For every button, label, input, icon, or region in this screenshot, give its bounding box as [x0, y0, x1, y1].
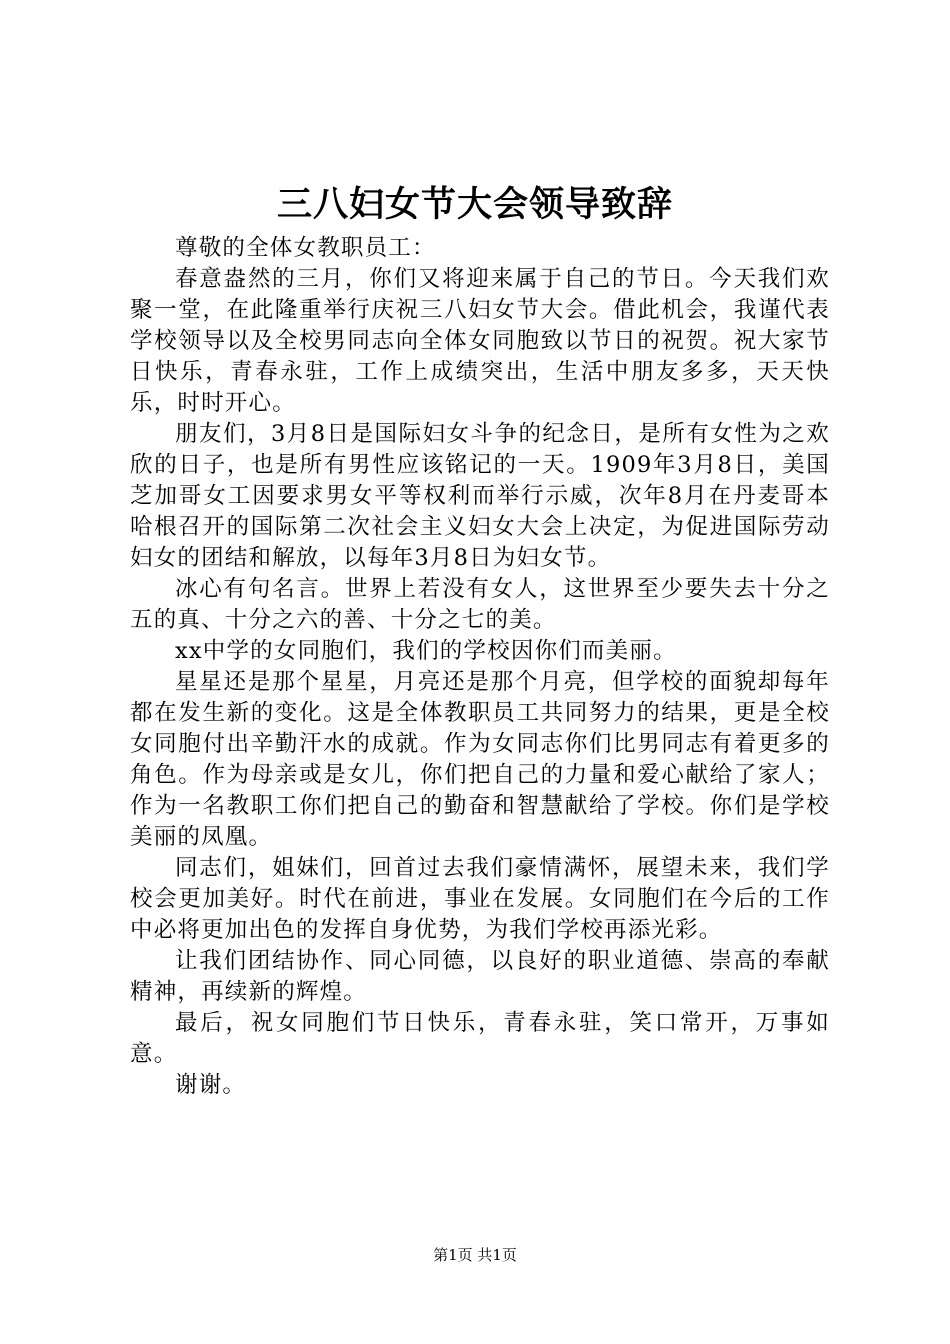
- paragraph: 春意盎然的三月，你们又将迎来属于自己的节日。今天我们欢聚一堂，在此隆重举行庆祝三八妇女节大会。借此机会，我谨代表学校领导以及全校男同志向全体女同胞致以节日的祝贺。祝大家节日快乐，青春永驻，工作上成绩突出，生活中朋友多多，天天快乐，时时开心。: [130, 266, 830, 416]
- paragraph: 朋友们，3月8日是国际妇女斗争的纪念日，是所有女性为之欢欣的日子，也是所有男性应该铭记的一天。1909年3月8日，美国芝加哥女工因要求男女平等权利而举行示威，次年8月在丹麦哥本哈根召开的国际第二次社会主义妇女大会上决定，为促进国际劳动妇女的团结和解放，以每年3月8日为妇女节。: [130, 421, 830, 571]
- document-title: 三八妇女节大会领导致辞: [276, 184, 673, 225]
- document-body: [130, 233, 830, 1101]
- salutation: 尊敬的全体女教职员工：: [175, 235, 436, 261]
- paragraph: 最后，祝女同胞们节日快乐，青春永驻，笑口常开，万事如意。: [130, 1010, 830, 1067]
- paragraph: 同志们，姐妹们，回首过去我们豪情满怀，展望未来，我们学校会更加美好。时代在前进，事业在发展。女同胞们在今后的工作中必将更加出色的发挥自身优势，为我们学校再添光彩。: [130, 855, 830, 943]
- paragraph: 让我们团结协作、同心同德，以良好的职业道德、崇高的奉献精神，再续新的辉煌。: [130, 948, 830, 1005]
- paragraph: xx中学的女同胞们，我们的学校因你们而美丽。: [175, 638, 677, 664]
- paragraph: 冰心有句名言。世界上若没有女人，这世界至少要失去十分之五的真、十分之六的善、十分之七的美。: [130, 576, 830, 633]
- page-number-footer: 第1页 共1页: [433, 1246, 517, 1264]
- closing: 谢谢。: [175, 1072, 247, 1098]
- paragraph: 星星还是那个星星，月亮还是那个月亮，但学校的面貌却每年都在发生新的变化。这是全体教职员工共同努力的结果，更是全校女同胞付出辛勤汗水的成就。作为女同志你们比男同志有着更多的角色。作为母亲或是女儿，你们把自己的力量和爱心献给了家人；作为一名教职工你们把自己的勤奋和智慧献给了学校。你们是学校美丽的凤凰。: [130, 669, 830, 850]
